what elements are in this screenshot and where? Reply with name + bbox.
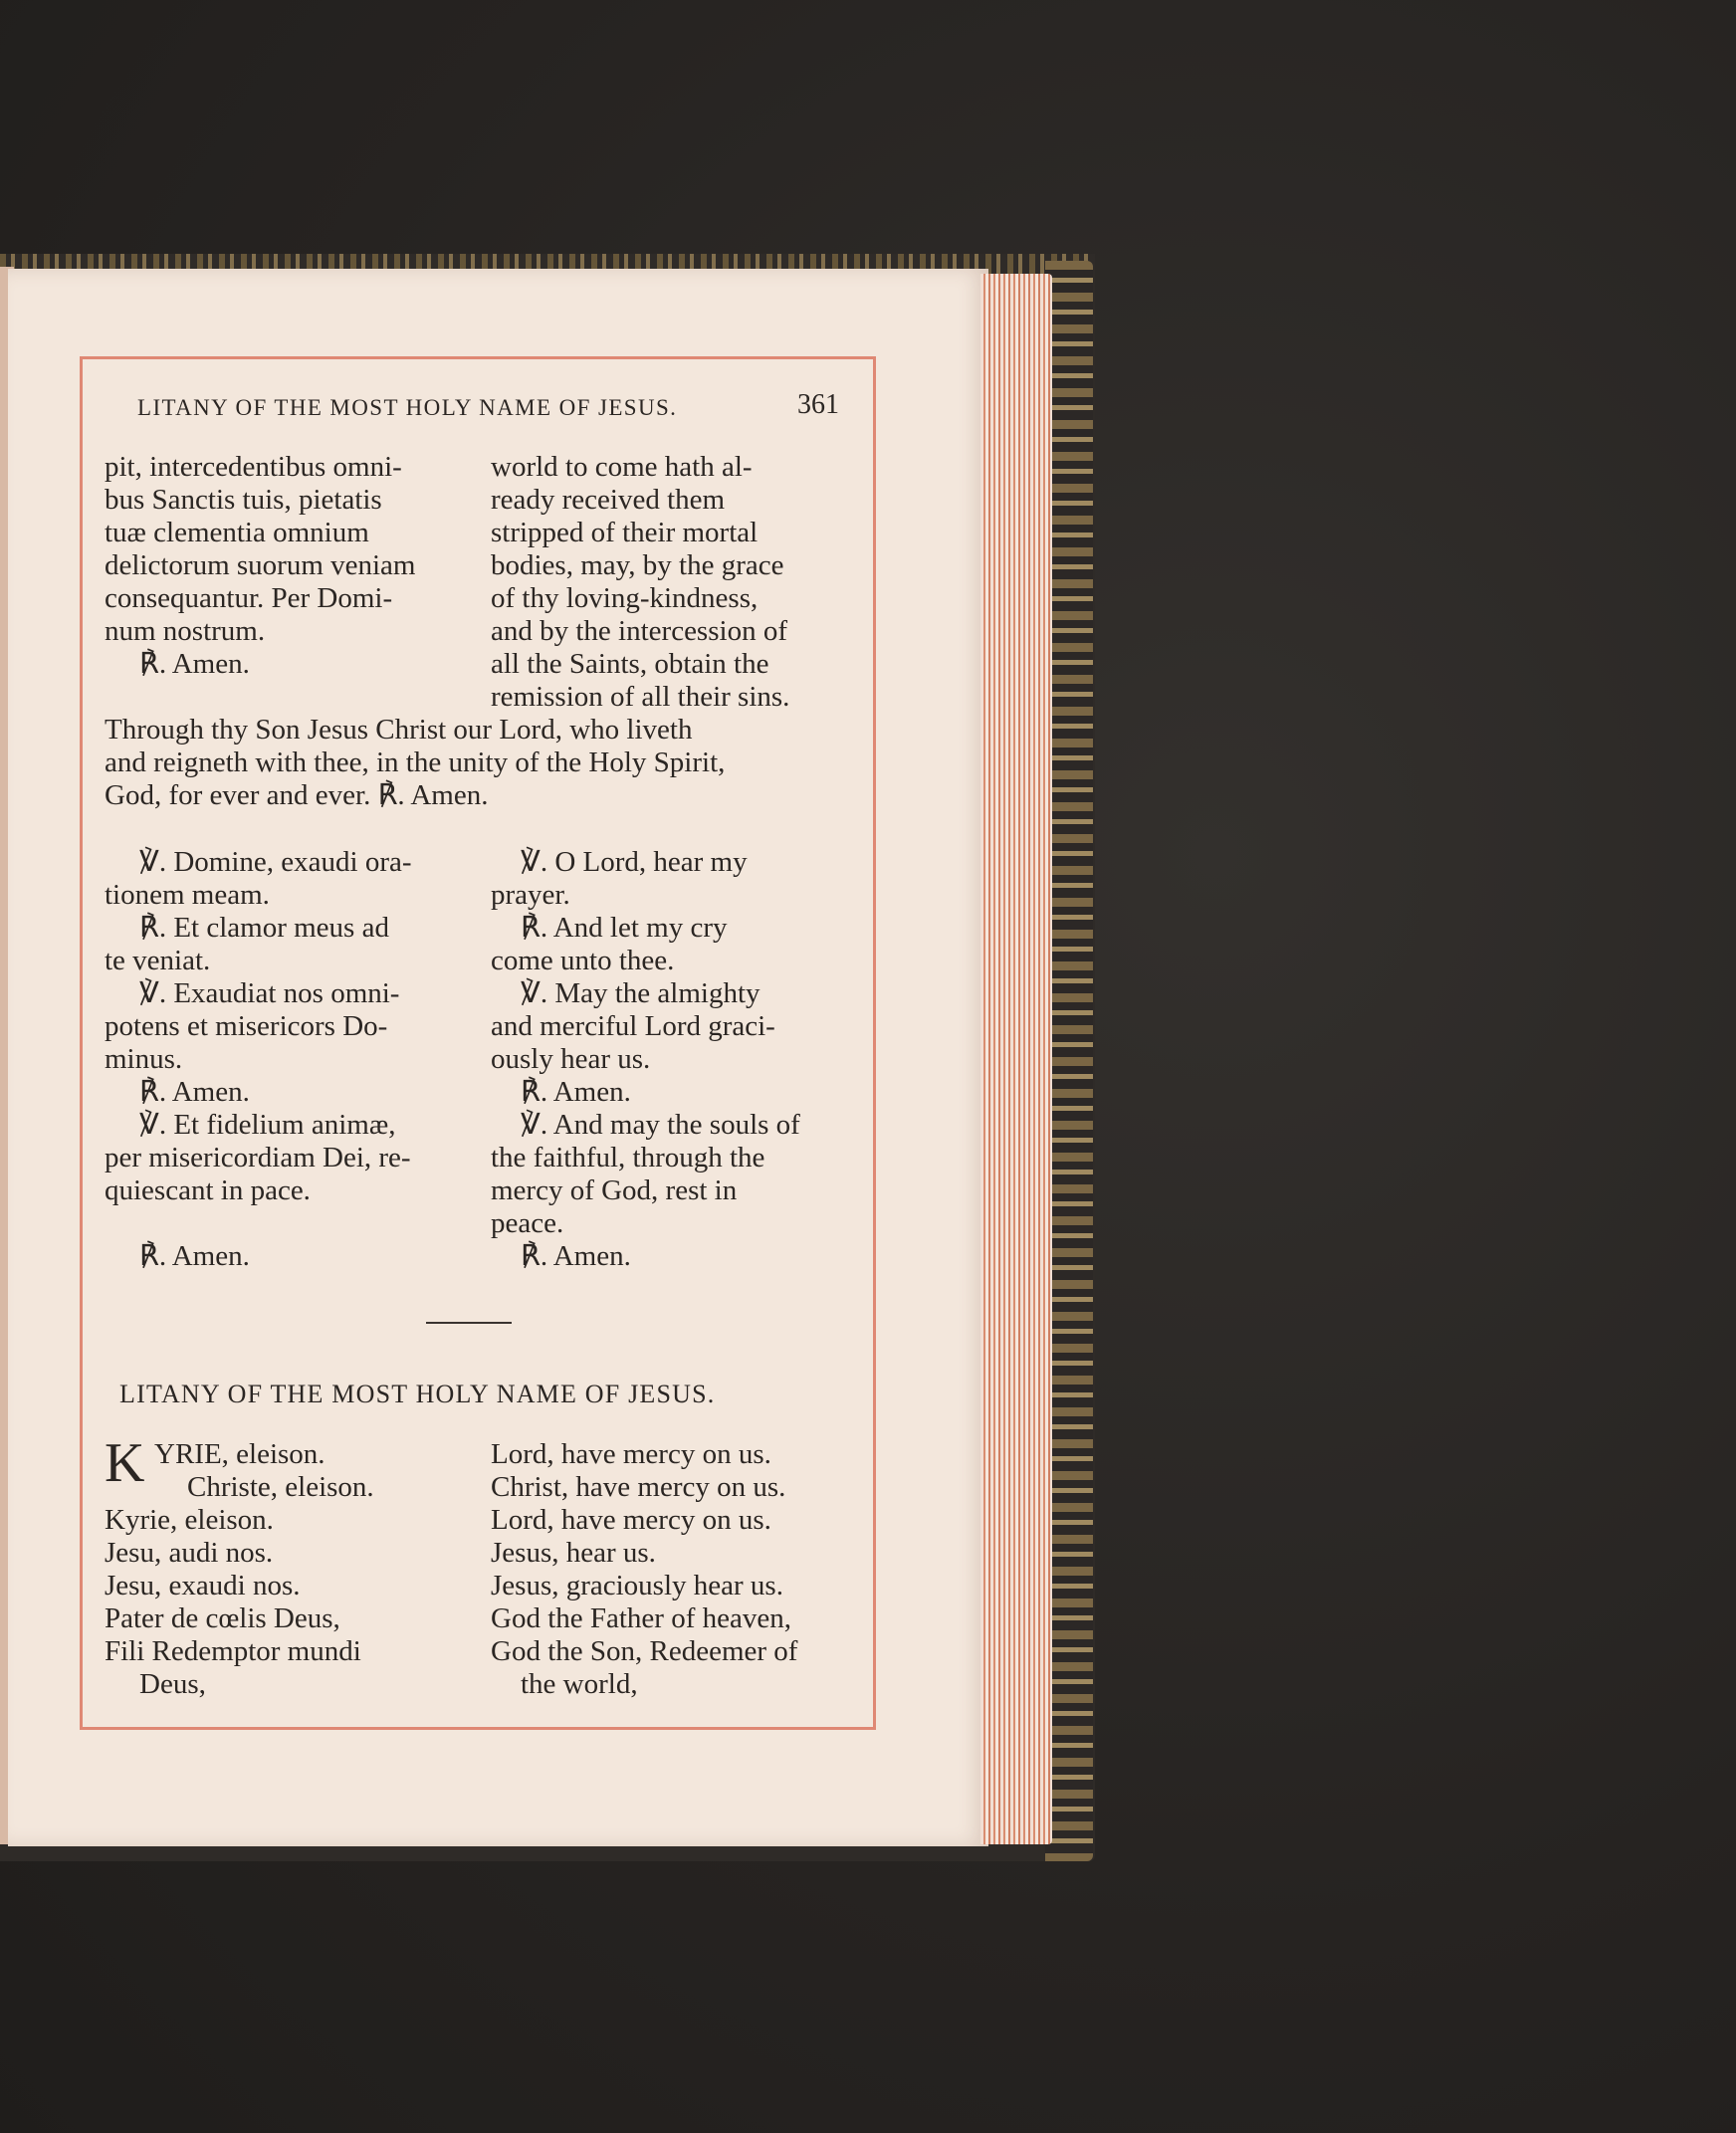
text-line: te veniat.	[105, 945, 211, 976]
text-line: world to come hath al-	[491, 451, 753, 483]
text-line: and reigneth with thee, in the unity of the Holy Spirit,	[105, 747, 726, 778]
text-line: ℣. And may the souls of	[521, 1109, 800, 1141]
text-line: per misericordiam Dei, re-	[105, 1142, 411, 1173]
section-title: LITANY OF THE MOST HOLY NAME OF JESUS.	[119, 1380, 716, 1408]
text-line: ℟. And let my cry	[521, 912, 728, 944]
text-line: and merciful Lord graci-	[491, 1010, 775, 1042]
text-line: ℟. Et clamor meus ad	[139, 912, 389, 944]
text-line: ℟. Amen.	[521, 1240, 631, 1272]
text-line: ℟. Amen.	[139, 648, 250, 680]
text-line: the faithful, through the	[491, 1142, 765, 1173]
text-line: Jesu, audi nos.	[105, 1537, 274, 1569]
text-line: stripped of their mortal	[491, 517, 759, 548]
text-line: bus Sanctis tuis, pietatis	[105, 484, 382, 516]
text-line: the world,	[521, 1668, 638, 1700]
text-line: ℟. Amen.	[139, 1240, 250, 1272]
text-line: Pater de cœlis Deus,	[105, 1602, 340, 1634]
text-line: consequantur. Per Domi-	[105, 582, 393, 614]
text-line: tuæ clementia omnium	[105, 517, 369, 548]
text-line: quiescant in pace.	[105, 1174, 311, 1206]
text-line: God the Father of heaven,	[491, 1602, 791, 1634]
text-line: ℣. Exaudiat nos omni-	[139, 977, 400, 1009]
section-divider	[426, 1322, 512, 1324]
text-line: ready received them	[491, 484, 726, 516]
text-line: Lord, have mercy on us.	[491, 1438, 771, 1470]
text-line: peace.	[491, 1207, 564, 1239]
text-line: God the Son, Redeemer of	[491, 1635, 798, 1667]
text-line: potens et misericors Do-	[105, 1010, 388, 1042]
text-line: remission of all their sins.	[491, 681, 790, 713]
text-line: ℟. Amen.	[139, 1076, 250, 1108]
text-line: Lord, have mercy on us.	[491, 1504, 771, 1536]
text-line: of thy loving-kindness,	[491, 582, 759, 614]
text-line: delictorum suorum veniam	[105, 549, 416, 581]
text-line: Christe, eleison.	[187, 1471, 374, 1503]
text-line: pit, intercedentibus omni-	[105, 451, 402, 483]
page-number: 361	[797, 389, 839, 420]
page-fore-edge	[980, 274, 1052, 1844]
text-line: Deus,	[139, 1668, 206, 1700]
text-line: num nostrum.	[105, 615, 266, 647]
text-line: Jesus, hear us.	[491, 1537, 656, 1569]
text-line: come unto thee.	[491, 945, 675, 976]
text-line: ously hear us.	[491, 1043, 651, 1075]
text-line: Christ, have mercy on us.	[491, 1471, 786, 1503]
text-line: God, for ever and ever. ℟. Amen.	[105, 779, 489, 811]
text-line: Kyrie, eleison.	[105, 1504, 274, 1536]
text-line: Jesu, exaudi nos.	[105, 1570, 301, 1601]
drop-cap: K	[105, 1432, 145, 1494]
text-line: Fili Redemptor mundi	[105, 1635, 361, 1667]
text-line: ℣. May the almighty	[521, 977, 760, 1009]
text-line: minus.	[105, 1043, 183, 1075]
text-line: Jesus, graciously hear us.	[491, 1570, 783, 1601]
text-line: tionem meam.	[105, 879, 270, 911]
text-line: mercy of God, rest in	[491, 1174, 738, 1206]
text-line: ℣. Et fidelium animæ,	[139, 1109, 396, 1141]
text-line: Through thy Son Jesus Christ our Lord, who liveth	[105, 714, 693, 746]
text-line: bodies, may, by the grace	[491, 549, 784, 581]
text-line: all the Saints, obtain the	[491, 648, 769, 680]
text-line: prayer.	[491, 879, 570, 911]
gilt-right-edge	[1045, 261, 1093, 1861]
text-line: and by the intercession of	[491, 615, 787, 647]
text-line: ℟. Amen.	[521, 1076, 631, 1108]
text-line: ℣. O Lord, hear my	[521, 846, 748, 878]
text-line: ℣. Domine, exaudi ora-	[139, 846, 412, 878]
text-line: YRIE, eleison.	[154, 1438, 326, 1470]
running-head: LITANY OF THE MOST HOLY NAME OF JESUS.	[137, 395, 678, 420]
